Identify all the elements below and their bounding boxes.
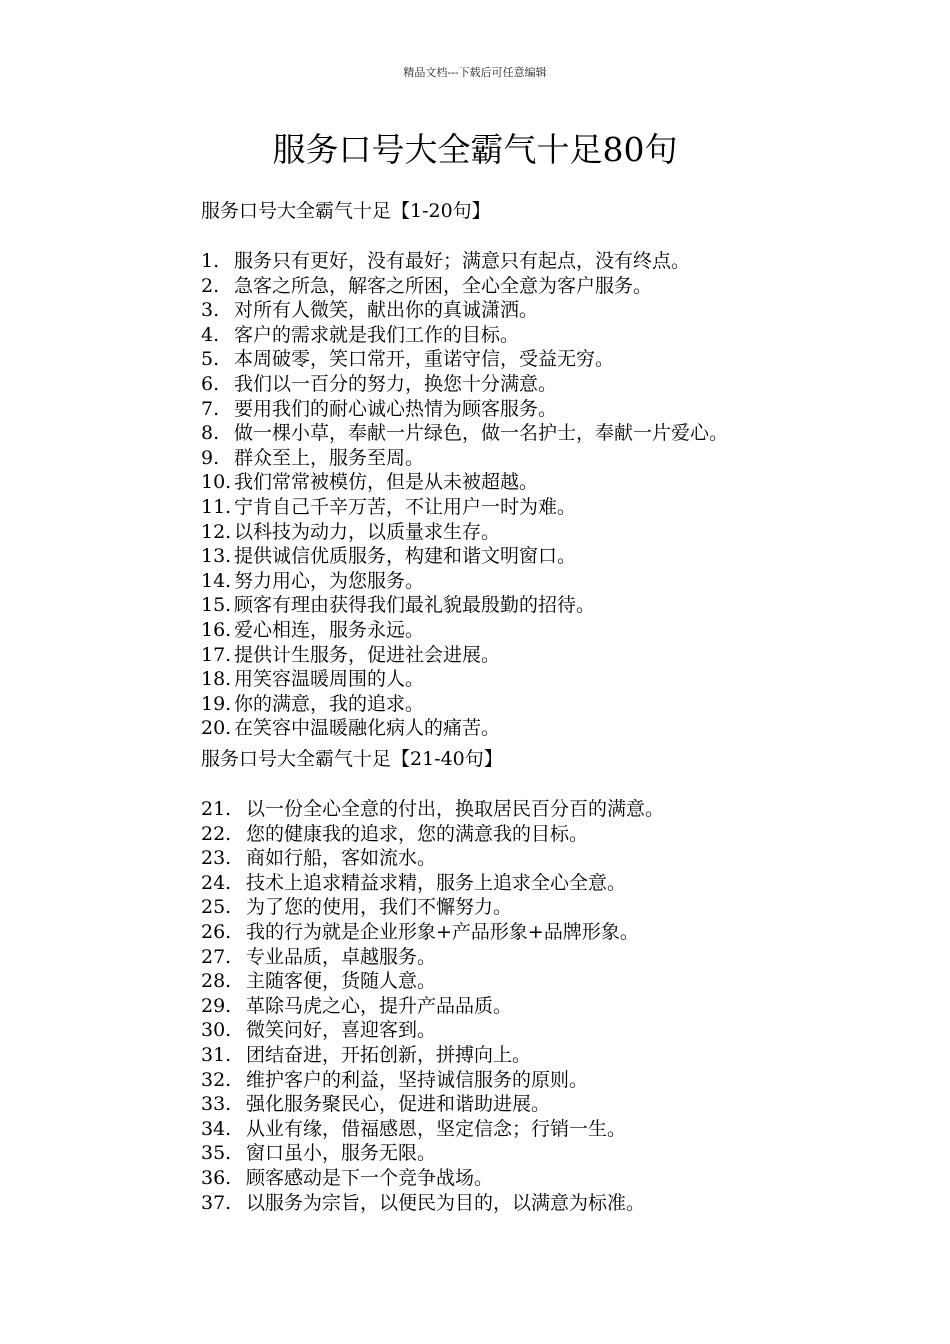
- list-item-number: 35.: [201, 1142, 232, 1165]
- list-item-number: 30.: [201, 1019, 232, 1042]
- list-item-number: 11.: [201, 495, 232, 518]
- list-item-number: 10.: [201, 471, 232, 494]
- list-item-text: 顾客感动是下一个竞争战场。: [246, 1166, 494, 1189]
- list-item: [201, 446, 728, 471]
- list-item-text: 我们以一百分的努力，换您十分满意。: [234, 372, 558, 395]
- list-item-text: 从业有缘，借福感恩，坚定信念；行销一生。: [246, 1117, 627, 1140]
- list-item: [201, 1018, 664, 1043]
- list-item: [201, 895, 664, 920]
- list-item-text: 爱心相连，服务永远。: [234, 618, 425, 641]
- list-item-number: 15.: [201, 594, 232, 617]
- list-item-text: 你的满意，我的追求。: [234, 692, 425, 715]
- list-item: [201, 1043, 664, 1068]
- list-item-text: 宁肯自己千辛万苦，不让用户一时为难。: [234, 495, 577, 518]
- section-heading-1: 服务口号大全霸气十足【1-20句】: [201, 200, 491, 222]
- list-item-number: 19.: [201, 692, 232, 715]
- list-item: [201, 994, 664, 1019]
- list-item: [201, 822, 664, 847]
- list-item: [201, 347, 728, 372]
- list-item: [201, 1068, 664, 1093]
- list-item-text: 我的行为就是企业形象+产品形象+品牌形象。: [246, 920, 639, 943]
- list-item-text: 窗口虽小，服务无限。: [246, 1142, 437, 1165]
- list-item-number: 13.: [201, 545, 232, 568]
- list-item-text: 主随客便，货随人意。: [246, 970, 437, 993]
- list-item-text: 要用我们的耐心诚心热情为顾客服务。: [234, 397, 558, 420]
- list-item: [201, 692, 728, 717]
- list-item: [201, 397, 728, 422]
- list-item: [201, 716, 728, 741]
- list-item: [201, 846, 664, 871]
- list-item-number: 6.: [201, 372, 220, 395]
- list-item-number: 18.: [201, 668, 232, 691]
- list-item-text: 我们常常被模仿，但是从未被超越。: [234, 471, 539, 494]
- list-item-text: 微笑问好，喜迎客到。: [246, 1019, 437, 1042]
- list-item-text: 以服务为宗旨，以便民为目的，以满意为标准。: [246, 1191, 646, 1214]
- list-item: [201, 1117, 664, 1142]
- list-item-number: 28.: [201, 970, 232, 993]
- list-item-text: 强化服务聚民心，促进和谐助进展。: [246, 1093, 551, 1116]
- list-item: [201, 372, 728, 397]
- list-item: [201, 969, 664, 994]
- list-item-number: 2.: [201, 274, 220, 297]
- list-item-text: 群众至上，服务至周。: [234, 446, 425, 469]
- list-item-number: 33.: [201, 1093, 232, 1116]
- list-item-text: 提供计生服务，促进社会进展。: [234, 643, 501, 666]
- list-item-text: 对所有人微笑，献出你的真诚潇洒。: [234, 299, 539, 322]
- list-item-number: 20.: [201, 717, 232, 740]
- list-item: [201, 1166, 664, 1191]
- list-item: [201, 1141, 664, 1166]
- list-item: [201, 920, 664, 945]
- list-item-number: 25.: [201, 896, 232, 919]
- list-item: [201, 274, 728, 299]
- list-item-number: 37.: [201, 1191, 232, 1214]
- list-item: [201, 945, 664, 970]
- list-item-number: 7.: [201, 397, 220, 420]
- slogan-list-1: [201, 249, 728, 741]
- page-header-note: 精品文档---下载后可任意编辑: [403, 66, 547, 79]
- list-item: [201, 323, 728, 348]
- list-item-text: 提供诚信优质服务，构建和谐文明窗口。: [234, 545, 577, 568]
- list-item-text: 商如行船，客如流水。: [246, 847, 437, 870]
- list-item: [201, 1191, 664, 1216]
- list-item-number: 16.: [201, 618, 232, 641]
- list-item: [201, 1092, 664, 1117]
- list-item-number: 29.: [201, 994, 232, 1017]
- list-item: [201, 667, 728, 692]
- list-item-text: 做一棵小草，奉献一片绿色，做一名护士，奉献一片爱心。: [234, 422, 729, 445]
- list-item: [201, 569, 728, 594]
- list-item-text: 您的健康我的追求，您的满意我的目标。: [246, 822, 589, 845]
- list-item-number: 26.: [201, 920, 232, 943]
- list-item-text: 团结奋进，开拓创新，拼搏向上。: [246, 1043, 532, 1066]
- list-item: [201, 643, 728, 668]
- list-item-number: 24.: [201, 871, 232, 894]
- list-item: [201, 797, 664, 822]
- list-item-text: 顾客有理由获得我们最礼貌最殷勤的招待。: [234, 594, 596, 617]
- list-item-text: 在笑容中温暖融化病人的痛苦。: [234, 717, 501, 740]
- list-item: [201, 544, 728, 569]
- list-item-text: 专业品质，卓越服务。: [246, 945, 437, 968]
- list-item: [201, 298, 728, 323]
- list-item: [201, 470, 728, 495]
- list-item: [201, 520, 728, 545]
- list-item-number: 12.: [201, 520, 232, 543]
- document-title: 服务口号大全霸气十足80句: [272, 130, 678, 169]
- list-item: [201, 618, 728, 643]
- list-item-text: 用笑容温暖周围的人。: [234, 668, 425, 691]
- list-item-text: 急客之所急，解客之所困，全心全意为客户服务。: [234, 274, 653, 297]
- list-item-number: 1.: [201, 250, 220, 272]
- list-item-text: 客户的需求就是我们工作的目标。: [234, 323, 520, 346]
- list-item-text: 技术上追求精益求精，服务上追求全心全意。: [246, 871, 627, 894]
- list-item-text: 本周破零，笑口常开，重诺守信，受益无穷。: [234, 348, 615, 371]
- list-item-number: 17.: [201, 643, 232, 666]
- section-heading-2: 服务口号大全霸气十足【21-40句】: [201, 748, 503, 770]
- list-item-number: 5.: [201, 348, 220, 371]
- list-item-number: 31.: [201, 1043, 232, 1066]
- slogan-list-2: [201, 797, 664, 1215]
- list-item-text: 维护客户的利益，坚持诚信服务的原则。: [246, 1068, 589, 1091]
- list-item-text: 服务只有更好，没有最好；满意只有起点，没有终点。: [234, 250, 691, 272]
- list-item-number: 22.: [201, 822, 232, 845]
- list-item-text: 革除马虎之心，提升产品品质。: [246, 994, 513, 1017]
- list-item-text: 以一份全心全意的付出，换取居民百分百的满意。: [246, 798, 665, 820]
- list-item: [201, 249, 728, 274]
- list-item-number: 9.: [201, 446, 220, 469]
- list-item: [201, 871, 664, 896]
- list-item-number: 34.: [201, 1117, 232, 1140]
- list-item: [201, 421, 728, 446]
- list-item-number: 8.: [201, 422, 220, 445]
- list-item-number: 4.: [201, 323, 220, 346]
- list-item-number: 3.: [201, 299, 220, 322]
- list-item-number: 23.: [201, 847, 232, 870]
- list-item-text: 努力用心，为您服务。: [234, 569, 425, 592]
- list-item: [201, 593, 728, 618]
- list-item-text: 以科技为动力，以质量求生存。: [234, 520, 501, 543]
- list-item-number: 36.: [201, 1166, 232, 1189]
- list-item-number: 21.: [201, 798, 232, 820]
- list-item-text: 为了您的使用，我们不懈努力。: [246, 896, 513, 919]
- list-item: [201, 495, 728, 520]
- list-item-number: 27.: [201, 945, 232, 968]
- list-item-number: 14.: [201, 569, 232, 592]
- list-item-number: 32.: [201, 1068, 232, 1091]
